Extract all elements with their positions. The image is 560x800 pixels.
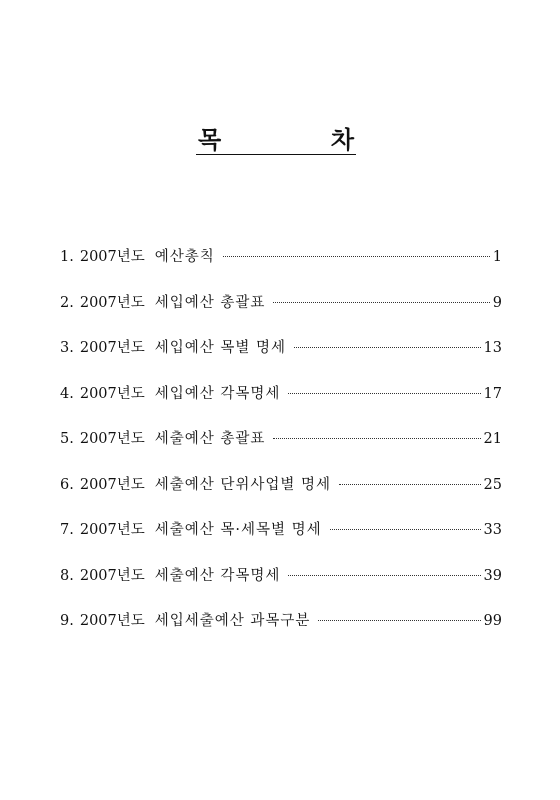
dot-leader [288, 393, 480, 394]
entry-label: 세입예산 각목명세 [154, 385, 281, 402]
entry-page-number: 17 [483, 385, 502, 402]
entry-number: 4. [60, 385, 74, 402]
toc-entry-1[interactable] [60, 248, 502, 294]
entry-page-number: 13 [483, 340, 502, 356]
entry-year: 2007년도 [79, 613, 145, 629]
entry-number: 5. [60, 431, 74, 447]
entry-label: 세입예산 목별 명세 [154, 340, 287, 356]
entry-label: 세출예산 각목명세 [154, 567, 281, 584]
entry-year: 2007년도 [79, 340, 145, 356]
page-title-left: 목 [198, 125, 222, 154]
dot-leader [330, 529, 481, 530]
entry-page-number: 9 [492, 294, 502, 311]
entry-page-number: 99 [483, 613, 502, 629]
entry-label: 세입세출예산 과목구분 [154, 613, 311, 629]
entry-number: 7. [60, 522, 74, 538]
dot-leader [294, 347, 481, 348]
entry-page-number: 33 [483, 522, 502, 538]
toc-entry-7[interactable] [60, 521, 502, 567]
entry-year: 2007년도 [79, 249, 145, 265]
dot-leader [273, 438, 480, 439]
entry-page-number: 21 [483, 431, 502, 447]
entry-number: 8. [60, 567, 74, 584]
entry-year: 2007년도 [79, 294, 145, 311]
entry-label: 세출예산 목·세목별 명세 [154, 522, 322, 538]
toc-entry-2[interactable] [60, 294, 502, 340]
toc-entry-4[interactable] [60, 385, 502, 431]
entry-number: 6. [60, 476, 74, 493]
entry-number: 2. [60, 294, 74, 311]
toc-entry-5[interactable] [60, 430, 502, 476]
page-title-right: 차 [330, 125, 354, 154]
page-title [196, 124, 356, 155]
entry-number: 3. [60, 340, 74, 356]
dot-leader [339, 484, 480, 485]
entry-label: 세입예산 총괄표 [154, 294, 266, 311]
entry-number: 1. [60, 249, 74, 265]
entry-year: 2007년도 [79, 431, 145, 447]
dot-leader [273, 302, 489, 303]
entry-year: 2007년도 [79, 385, 145, 402]
dot-leader [318, 620, 480, 621]
toc-entry-8[interactable] [60, 567, 502, 613]
toc-entry-9[interactable] [60, 612, 502, 658]
entry-label: 예산총칙 [154, 249, 215, 265]
toc-entry-6[interactable] [60, 476, 502, 522]
dot-leader [288, 575, 480, 576]
table-of-contents [60, 248, 502, 658]
entry-page-number: 39 [483, 567, 502, 584]
entry-label: 세출예산 총괄표 [154, 431, 266, 447]
entry-number: 9. [60, 613, 74, 629]
toc-entry-3[interactable] [60, 339, 502, 385]
entry-page-number: 1 [492, 249, 502, 265]
entry-year: 2007년도 [79, 476, 145, 493]
entry-year: 2007년도 [79, 522, 145, 538]
entry-page-number: 25 [483, 476, 502, 493]
entry-label: 세출예산 단위사업별 명세 [154, 476, 332, 493]
entry-year: 2007년도 [79, 567, 145, 584]
dot-leader [223, 256, 490, 257]
